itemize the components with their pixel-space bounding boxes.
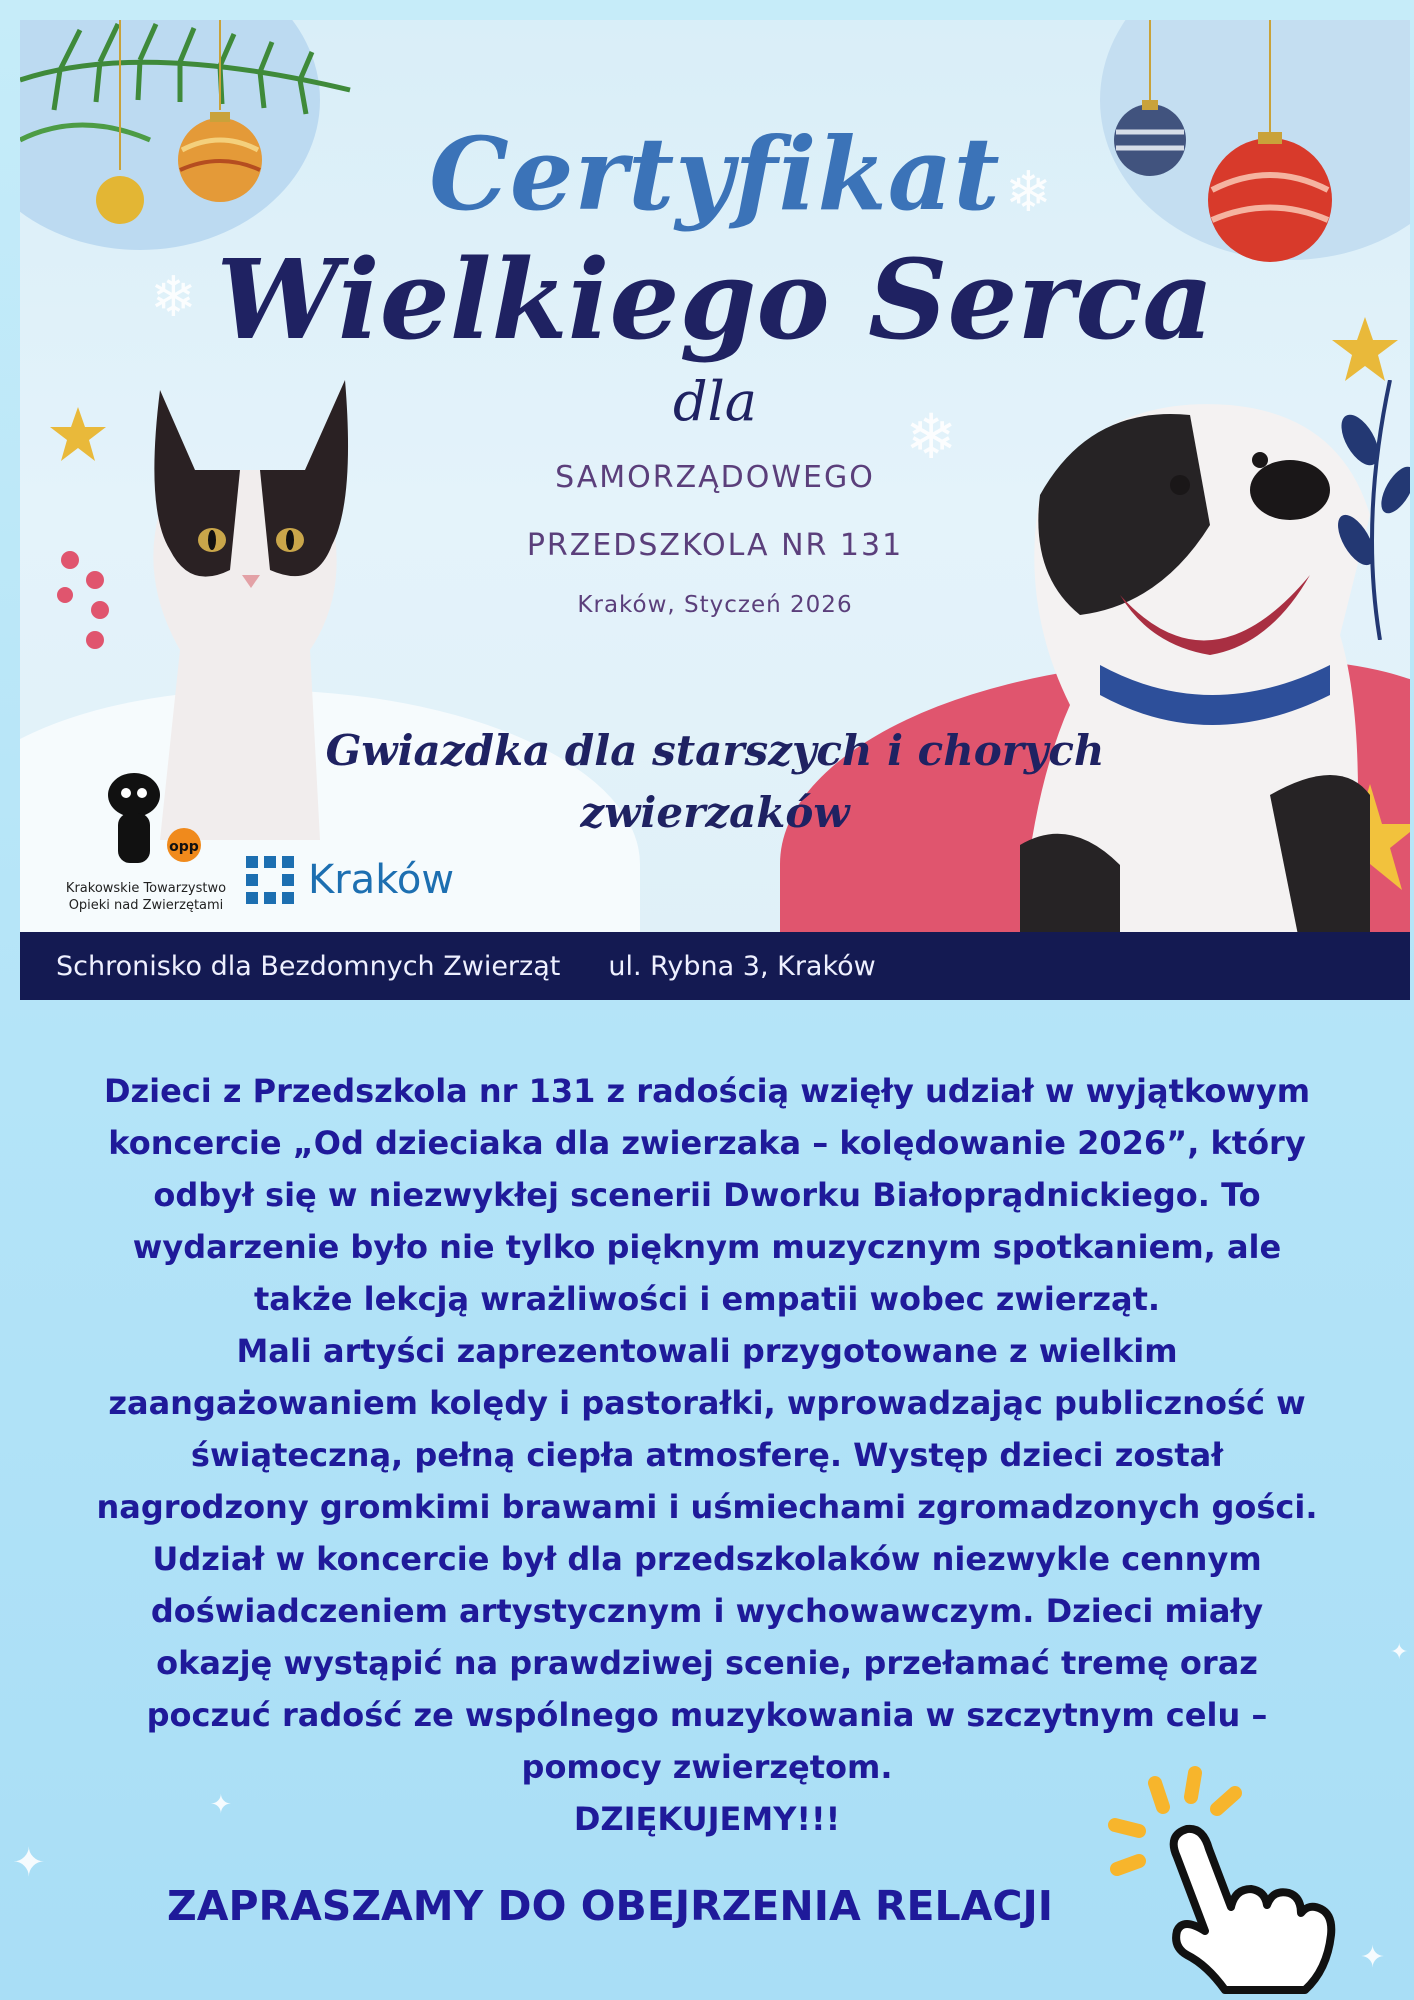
article-body [60,1065,1354,1845]
article-line: koncercie „Od dzieciaka dla zwierzaka – kolędowanie 2026”, który [108,1124,1306,1162]
article-line: okazję wystąpić na prawdziwej scenie, przełamać tremę oraz [156,1644,1258,1682]
article-line: Mali artyści zaprezentowali przygotowane z wielkim [236,1332,1178,1370]
krakow-logo-text: Kraków [308,857,455,903]
campaign-line2: zwierzaków [580,788,850,837]
article-line: odbył się w niezwykłej scenerii Dworku Białoprądnickiego. To [153,1176,1261,1214]
snowflake-icon: ❄ [905,400,957,473]
snowflake-icon: ❄ [150,265,197,330]
article-line: wydarzenie było nie tylko pięknym muzycznym spotkaniem, ale [132,1228,1282,1266]
ktoz-name-line1: Krakowskie Towarzystwo [65,881,227,896]
sparkle-icon: ✦ [210,1790,232,1820]
certificate-footer [20,932,1410,1000]
view-report-link[interactable]: ZAPRASZAMY DO OBEJRZENIA RELACJI [166,1882,1053,1930]
certificate-date: Kraków, Styczeń 2026 [577,592,853,618]
certificate-dla: dla [672,370,758,433]
sparkle-icon: ✦ [1360,1940,1386,1975]
article-line: nagrodzony gromkimi brawami i uśmiechami zgromadzonych gości. [96,1488,1318,1526]
ktoz-logo [56,765,236,914]
article-line: Dzieci z Przedszkola nr 131 z radością wzięły udział w wyjątkowym [103,1072,1311,1110]
certificate-subtitle: Wielkiego Serca [216,235,1214,364]
sparkle-icon: ✦ [12,1840,46,1886]
opp-badge: opp [169,839,199,855]
ktoz-name-line2: Opieki nad Zwierzętami [68,898,224,913]
article-line: świąteczną, pełną ciepła atmosferę. Występ dzieci został [190,1436,1224,1474]
article-line: Udział w koncercie był dla przedszkolaków niezwykle cennym [152,1540,1262,1578]
article-line: poczuć radość ze wspólnego muzykowania w szczytnym celu – [146,1696,1268,1734]
article-line: zaangażowaniem kolędy i pastorałki, wprowadzając publiczność w [108,1384,1306,1422]
article-line: pomocy zwierzętom. [521,1748,893,1786]
thank-you: DZIĘKUJEMY!!! [573,1800,841,1838]
snowflake-icon: ❄ [1005,160,1052,225]
sparkle-icon: ✦ [1390,1640,1409,1665]
shelter-name: Schronisko dla Bezdomnych Zwierząt [56,950,561,982]
krakow-logo [246,856,454,904]
shelter-address: ul. Rybna 3, Kraków [608,950,876,982]
krakow-grid-icon [246,856,294,904]
certificate-image [20,20,1410,1000]
recipient-line2: PRZEDSZKOLA NR 131 [526,528,904,563]
recipient-line1: SAMORZĄDOWEGO [555,460,875,495]
pointing-hand-icon[interactable] [1095,1765,1355,1995]
dog-logo-icon [76,765,216,875]
campaign-line1: Gwiazdka dla starszych i chorych [325,726,1105,775]
article-line: także lekcją wrażliwości i empatii wobec zwierząt. [253,1280,1161,1318]
certificate-title: Certyfikat [429,115,1001,233]
article-line: doświadczeniem artystycznym i wychowawczym. Dzieci miały [150,1592,1264,1630]
